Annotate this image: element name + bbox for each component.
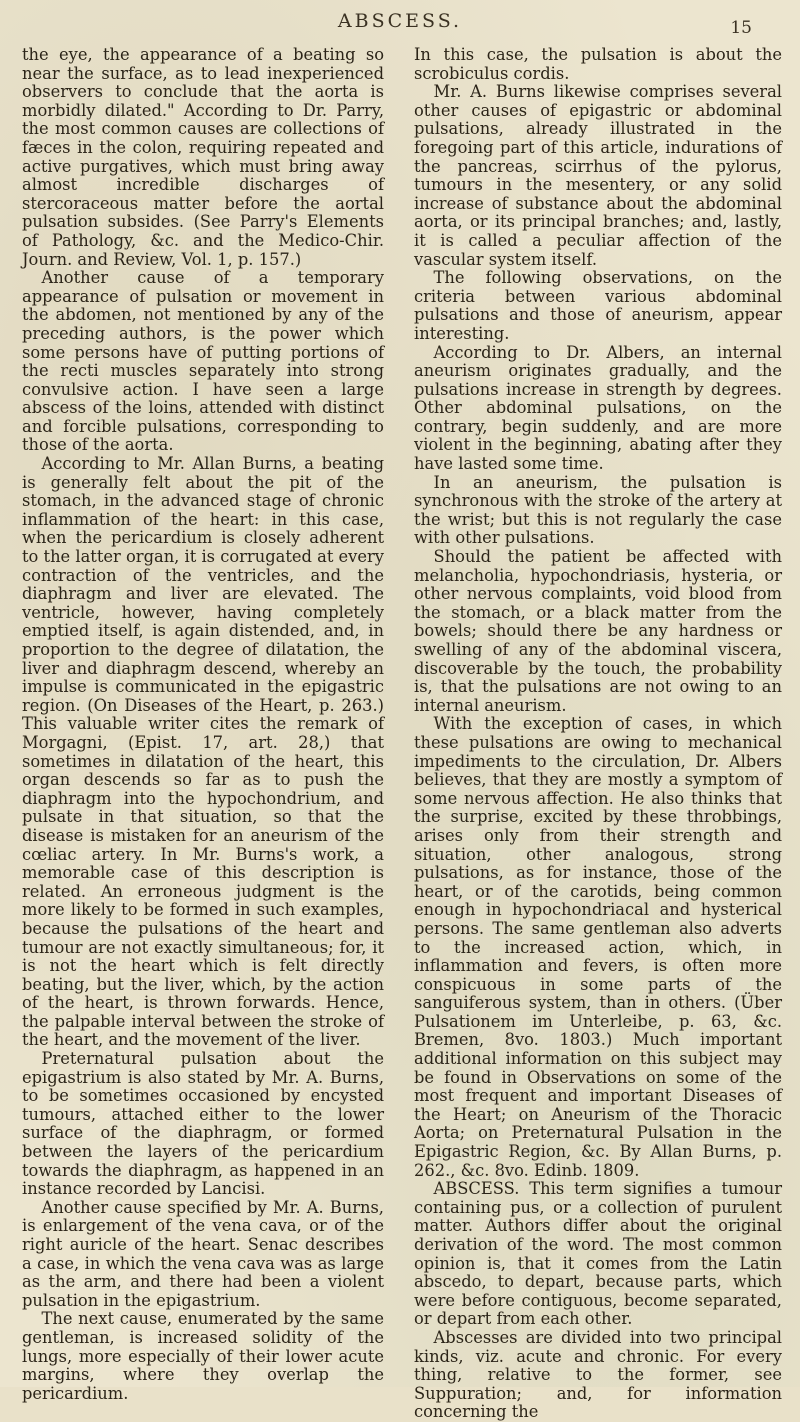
- paragraph: Abscesses are divided into two principal kinds, viz. acute and chronic. For every thing, relative to the former, see Suppuration; and, for information concerning the: [414, 1327, 782, 1422]
- paragraph: According to Dr. Albers, an internal aneurism originates gradually, and the pulsations increase in strength by degrees. Other abdominal pulsations, on the contrary, begin suddenly, and are more violent in the beginning, abating after they have lasted some time.: [414, 342, 782, 474]
- paragraph: the eye, the appearance of a beating so near the surface, as to lead inexperienced observers to conclude that the aorta is morbidly dilated." According to Dr. Parry, the most common causes are collections of fæces in the colon, requiring repeated and active purgatives, which must bring away almost incredible discharges of stercoraceous matter before the aortal pulsation subsides. (See Parry's Elements of Pathology, &c. and the Medico-Chir. Journ. and Review, Vol. 1, p. 157.): [22, 45, 384, 269]
- paragraph: Another cause specified by Mr. A. Burns, is enlargement of the vena cava, or of the right auricle of the heart. Senac describes a case, in which the vena cava was as large as the arm, and there had been a violent pulsation in the epigastrium.: [22, 1197, 384, 1310]
- paragraph: With the exception of cases, in which these pulsations are owing to mechanical impediments to the circulation, Dr. Albers believes, that they are mostly a symptom of some nervous affection. He also thinks that the surprise, excited by these throbbings, arises only from their strength and situation, other analogous, strong pulsations, as for instance, those of the heart, or of the carotids, being common enough in hypochondriacal and hysterical persons. The same gentleman also adverts to the increased action, which, in inflammation and fevers, is often more conspicuous in some parts of the sanguiferous system, than in others. (Über Pulsationem im Unterleibe, p. 63, &c. Bremen, 8vo. 1803.) Much important additional information on this subject may be found in Observations on some of the most frequent and important Diseases of the Heart; on Aneurism of the Thoracic Aorta; on Preternatural Pulsation in the Epigastric Region, &c. By Allan Burns, p. 262., &c. 8vo. Edinb. 1809.: [414, 714, 782, 1180]
- paragraph: Another cause of a temporary appearance of pulsation or movement in the abdomen, not mentioned by any of the preceding authors, is the power which some persons have of putting portions of the recti muscles separately into strong convulsive action. I have seen a large abscess of the loins, attended with distinct and forcible pulsations, corresponding to those of the aorta.: [22, 268, 384, 455]
- paragraph: In an aneurism, the pulsation is synchronous with the stroke of the artery at the wrist; but this is not regularly the case with other pulsations.: [414, 472, 782, 548]
- page-number: 15: [730, 18, 752, 38]
- paragraph: Should the patient be affected with melancholia, hypochondriasis, hysteria, or other nervous complaints, void blood from the stomach, or a black matter from the bowels; should there be any hardness or swelling of any of the abdominal viscera, discoverable by the touch, the probability is, that the pulsations are not owing to an internal aneurism.: [414, 547, 782, 715]
- paragraph: Preternatural pulsation about the epigastrium is also stated by Mr. A. Burns, to be sometimes occasioned by encysted tumours, attached either to the lower surface of the diaphragm, or formed between the layers of the pericardium towards the diaphragm, as happened in an instance recorded by Lancisi.: [22, 1049, 384, 1199]
- paragraph: ABSCESS. This term signifies a tumour containing pus, or a collection of purulent matter. Authors differ about the original derivation of the word. The most common opinion is, that it comes from the Latin abscedo, to depart, because parts, which were before contiguous, become separated, or depart from each other.: [414, 1179, 782, 1329]
- left-column: [22, 45, 384, 1403]
- paragraph: In this case, the pulsation is about the scrobiculus cordis.: [414, 45, 782, 83]
- paragraph: The next cause, enumerated by the same gentleman, is increased solidity of the lungs, more especially of their lower acute margins, where they overlap the pericardium.: [22, 1309, 384, 1403]
- right-column: [414, 45, 782, 1422]
- running-head: ABSCESS.: [337, 10, 463, 32]
- paragraph: The following observations, on the criteria between various abdominal pulsations and those of aneurism, appear interesting.: [414, 268, 782, 343]
- paragraph: According to Mr. Allan Burns, a beating is generally felt about the pit of the stomach, in the advanced stage of chronic inflammation of the heart: in this case, when the pericardium is closely adherent to the latter organ, it is corrugated at every contraction of the ventricles, and the diaphragm and liver are elevated. The ventricle, however, having completely emptied itself, is again distended, and, in proportion to the degree of dilatation, the liver and diaphragm descend, whereby an impulse is communicated in the epigastric region. (On Diseases of the Heart, p. 263.) This valuable writer cites the remark of Morgagni, (Epist. 17, art. 28,) that sometimes in dilatation of the heart, this organ descends so far as to push the diaphragm into the hypochondrium, and pulsate in that situation, so that the disease is mistaken for an aneurism of the cœliac artery. In Mr. Burns's work, a memorable case of this description is related. An erroneous judgment is the more likely to be formed in such examples, because the pulsations of the heart and tumour are not exactly simultaneous; for, it is not the heart which is felt directly beating, but the liver, which, by the action of the heart, is thrown forwards. Hence, the palpable interval between the stroke of the heart, and the movement of the liver.: [22, 454, 384, 1050]
- page-header: [0, 8, 800, 38]
- paragraph: Mr. A. Burns likewise comprises several other causes of epigastric or abdominal pulsations, already illustrated in the foregoing part of this article, indurations of the pancreas, scirrhus of the pylorus, tumours in the mesentery, or any solid increase of substance about the abdominal aorta, or its principal branches; and, lastly, it is called a peculiar affection of the vascular system itself.: [414, 82, 782, 269]
